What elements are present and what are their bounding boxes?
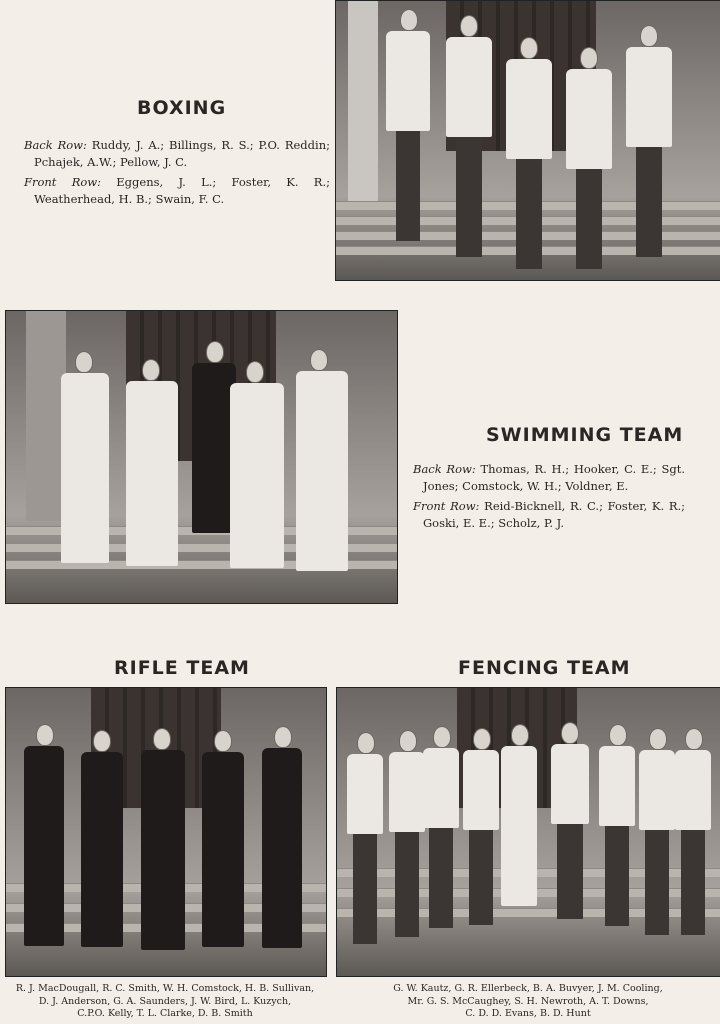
rifle-names xyxy=(0,983,330,1021)
fencing-team-photo xyxy=(336,687,720,977)
swimming-team-photo xyxy=(5,310,398,604)
boxing-front-row xyxy=(24,174,330,208)
back-row-label: Back Row: xyxy=(413,462,476,476)
swimming-caption xyxy=(413,461,685,535)
front-row-names: Eggens, J. L.; Foster, K. R.; Weatherhead, H. B.; Swain, F. C. xyxy=(34,175,330,206)
fencing-heading: FENCING TEAM xyxy=(458,657,631,679)
boxing-back-row xyxy=(24,137,330,171)
rifle-names-line-1: R. J. MacDougall, R. C. Smith, W. H. Comstock, H. B. Sullivan, xyxy=(15,983,315,994)
front-row-names: Reid-Bicknell, R. C.; Foster, K. R.; Goski, E. E.; Scholz, P. J. xyxy=(423,499,686,530)
rifle-heading: RIFLE TEAM xyxy=(114,657,250,679)
boxing-team-photo xyxy=(335,0,720,281)
boxing-heading: BOXING xyxy=(137,97,227,119)
fencing-names-line-1: G. W. Kautz, G. R. Ellerbeck, B. A. Buvyer, J. M. Cooling, xyxy=(393,983,663,994)
fencing-names xyxy=(336,983,720,1021)
back-row-names: Thomas, R. H.; Hooker, C. E.; Sgt. Jones; Comstock, W. H.; Voldner, E. xyxy=(423,462,685,493)
rifle-team-photo xyxy=(5,687,327,977)
fencing-names-line-2: Mr. G. S. McCaughey, S. H. Newroth, A. T. Downs, xyxy=(407,995,649,1007)
rifle-names-line-2: D. J. Anderson, G. A. Saunders, J. W. Bird, L. Kuzych, xyxy=(38,995,292,1007)
front-row-label: Front Row: xyxy=(413,499,480,513)
swimming-front-row xyxy=(413,498,685,532)
back-row-label: Back Row: xyxy=(24,138,87,152)
boxing-caption xyxy=(24,137,330,211)
swimming-heading: SWIMMING TEAM xyxy=(486,424,684,446)
swimming-back-row xyxy=(413,461,685,495)
front-row-label: Front Row: xyxy=(24,175,101,189)
fencing-names-line-3: C. D. D. Evans, B. D. Hunt xyxy=(465,1008,591,1019)
rifle-names-line-3: C.P.O. Kelly, T. L. Clarke, D. B. Smith xyxy=(77,1008,253,1019)
back-row-names: Ruddy, J. A.; Billings, R. S.; P.O. Reddin; Pchajek, A.W.; Pellow, J. C. xyxy=(34,138,330,169)
